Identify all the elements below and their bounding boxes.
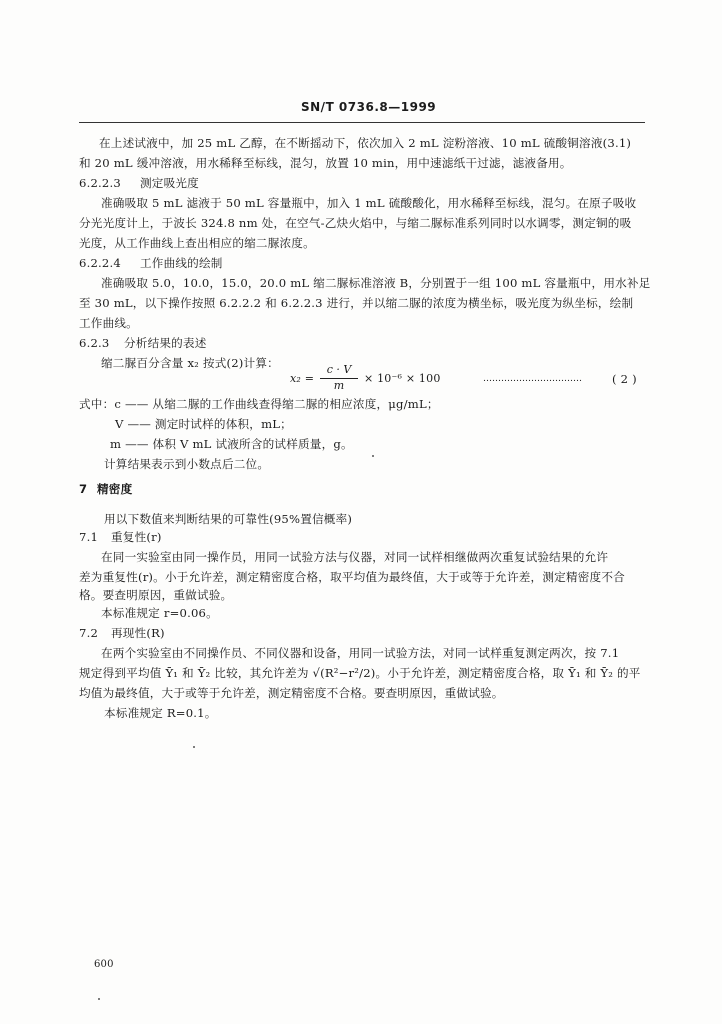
paragraph-line: 在同一实验室由同一操作员，用同一试验方法与仪器，对同一试样相继做两次重复试验结果的允许: [101, 550, 609, 564]
formula-numerator: c · V: [326, 363, 352, 376]
formula-leader-dots: ……………………………: [483, 374, 582, 384]
formula-denominator: m: [333, 379, 345, 392]
paragraph-line: 和 20 mL 缓冲溶液，用水稀释至标线，混匀，放置 10 min，用中速滤纸干过滤，滤液备用。: [79, 156, 572, 170]
paragraph-line: 光度，从工作曲线上查出相应的缩二脲浓度。: [79, 236, 315, 250]
scan-speck: [372, 455, 374, 457]
paragraph-line: 准确吸取 5 mL 滤液于 50 mL 容量瓶中，加入 1 mL 硫酸酸化，用水稀释至标线，混匀。在原子吸收: [101, 196, 637, 210]
paragraph-line: 格。要查明原因，重做试验。: [79, 588, 233, 602]
variable-definition: 式中：c —— 从缩二脲的工作曲线查得缩二脲的相应浓度，μg/mL；: [79, 397, 439, 411]
paragraph-line: 分光光度计上，于波长 324.8 nm 处，在空气-乙炔火焰中，与缩二脲标准系列同时以水调零，测定铜的吸: [79, 216, 632, 230]
section-title: 精密度: [97, 482, 133, 496]
paragraph-line: 工作曲线。: [79, 316, 138, 330]
paragraph-line: 缩二脲百分含量 x₂ 按式(2)计算：: [101, 356, 279, 370]
section-number: 6.2.2.4: [79, 256, 121, 270]
section-title: 分析结果的表述: [124, 336, 207, 350]
formula-rhs: × 10⁻⁶ × 100: [364, 372, 441, 385]
paragraph-line: 规定得到平均值 Ȳ₁ 和 Ȳ₂ 比较，其允许差为 √(R²−r²/2)。小于允许差，测定精密度合格，取 Ȳ₁ 和 Ȳ₂ 的平: [79, 666, 641, 680]
section-title: 工作曲线的绘制: [140, 256, 223, 270]
page-number: 600: [94, 959, 114, 970]
paragraph-line: 准确吸取 5.0，10.0，15.0，20.0 mL 缩二脲标准溶液 B，分别置于一组 100 mL 容量瓶中，用水补足: [101, 276, 651, 290]
section-number: 6.2.2.3: [79, 176, 121, 190]
section-title: 再现性(R): [111, 626, 165, 640]
paragraph-line: 至 30 mL，以下操作按照 6.2.2.2 和 6.2.2.3 进行，并以缩二脲的浓度为横坐标，吸光度为纵坐标，绘制: [79, 296, 634, 310]
variable-definition: V —— 测定时试样的体积，mL；: [115, 417, 292, 431]
paragraph-line: 本标准规定 R=0.1。: [104, 706, 217, 720]
scan-speck: [98, 998, 100, 1000]
section-title: 测定吸光度: [140, 176, 199, 190]
formula-lhs: x₂ =: [290, 372, 315, 385]
section-title: 重复性(r): [111, 530, 162, 544]
section-number: 7.1: [79, 530, 99, 544]
paragraph-line: 在上述试液中，加 25 mL 乙醇，在不断摇动下，依次加入 2 mL 淀粉溶液、10 mL 硫酸铜溶液(3.1): [99, 136, 632, 150]
paragraph-line: 差为重复性(r)。小于允许差，测定精密度合格，取平均值为最终值，大于或等于允许差，测定精密度不合: [79, 570, 625, 584]
section-number: 6.2.3: [79, 336, 110, 350]
paragraph-line: 均值为最终值，大于或等于允许差，测定精密度不合格。要查明原因，重做试验。: [79, 686, 504, 700]
equation-number: ( 2 ): [612, 372, 637, 386]
paragraph-line: 计算结果表示到小数点后二位。: [104, 457, 270, 471]
section-number: 7.2: [79, 626, 99, 640]
paragraph-line: 在两个实验室由不同操作员、不同仪器和设备，用同一试验方法，对同一试样重复测定两次，按 7.1: [101, 646, 620, 660]
scan-speck: [193, 746, 195, 748]
header-rule: [79, 122, 645, 123]
paragraph-line: 用以下数值来判断结果的可靠性(95%置信概率): [104, 512, 353, 526]
standard-number-header: SN/T 0736.8—1999: [301, 100, 437, 114]
variable-definition: m —— 体积 V mL 试液所含的试样质量，g。: [110, 437, 353, 451]
paragraph-line: 本标准规定 r=0.06。: [101, 606, 218, 620]
section-number: 7: [79, 482, 88, 496]
